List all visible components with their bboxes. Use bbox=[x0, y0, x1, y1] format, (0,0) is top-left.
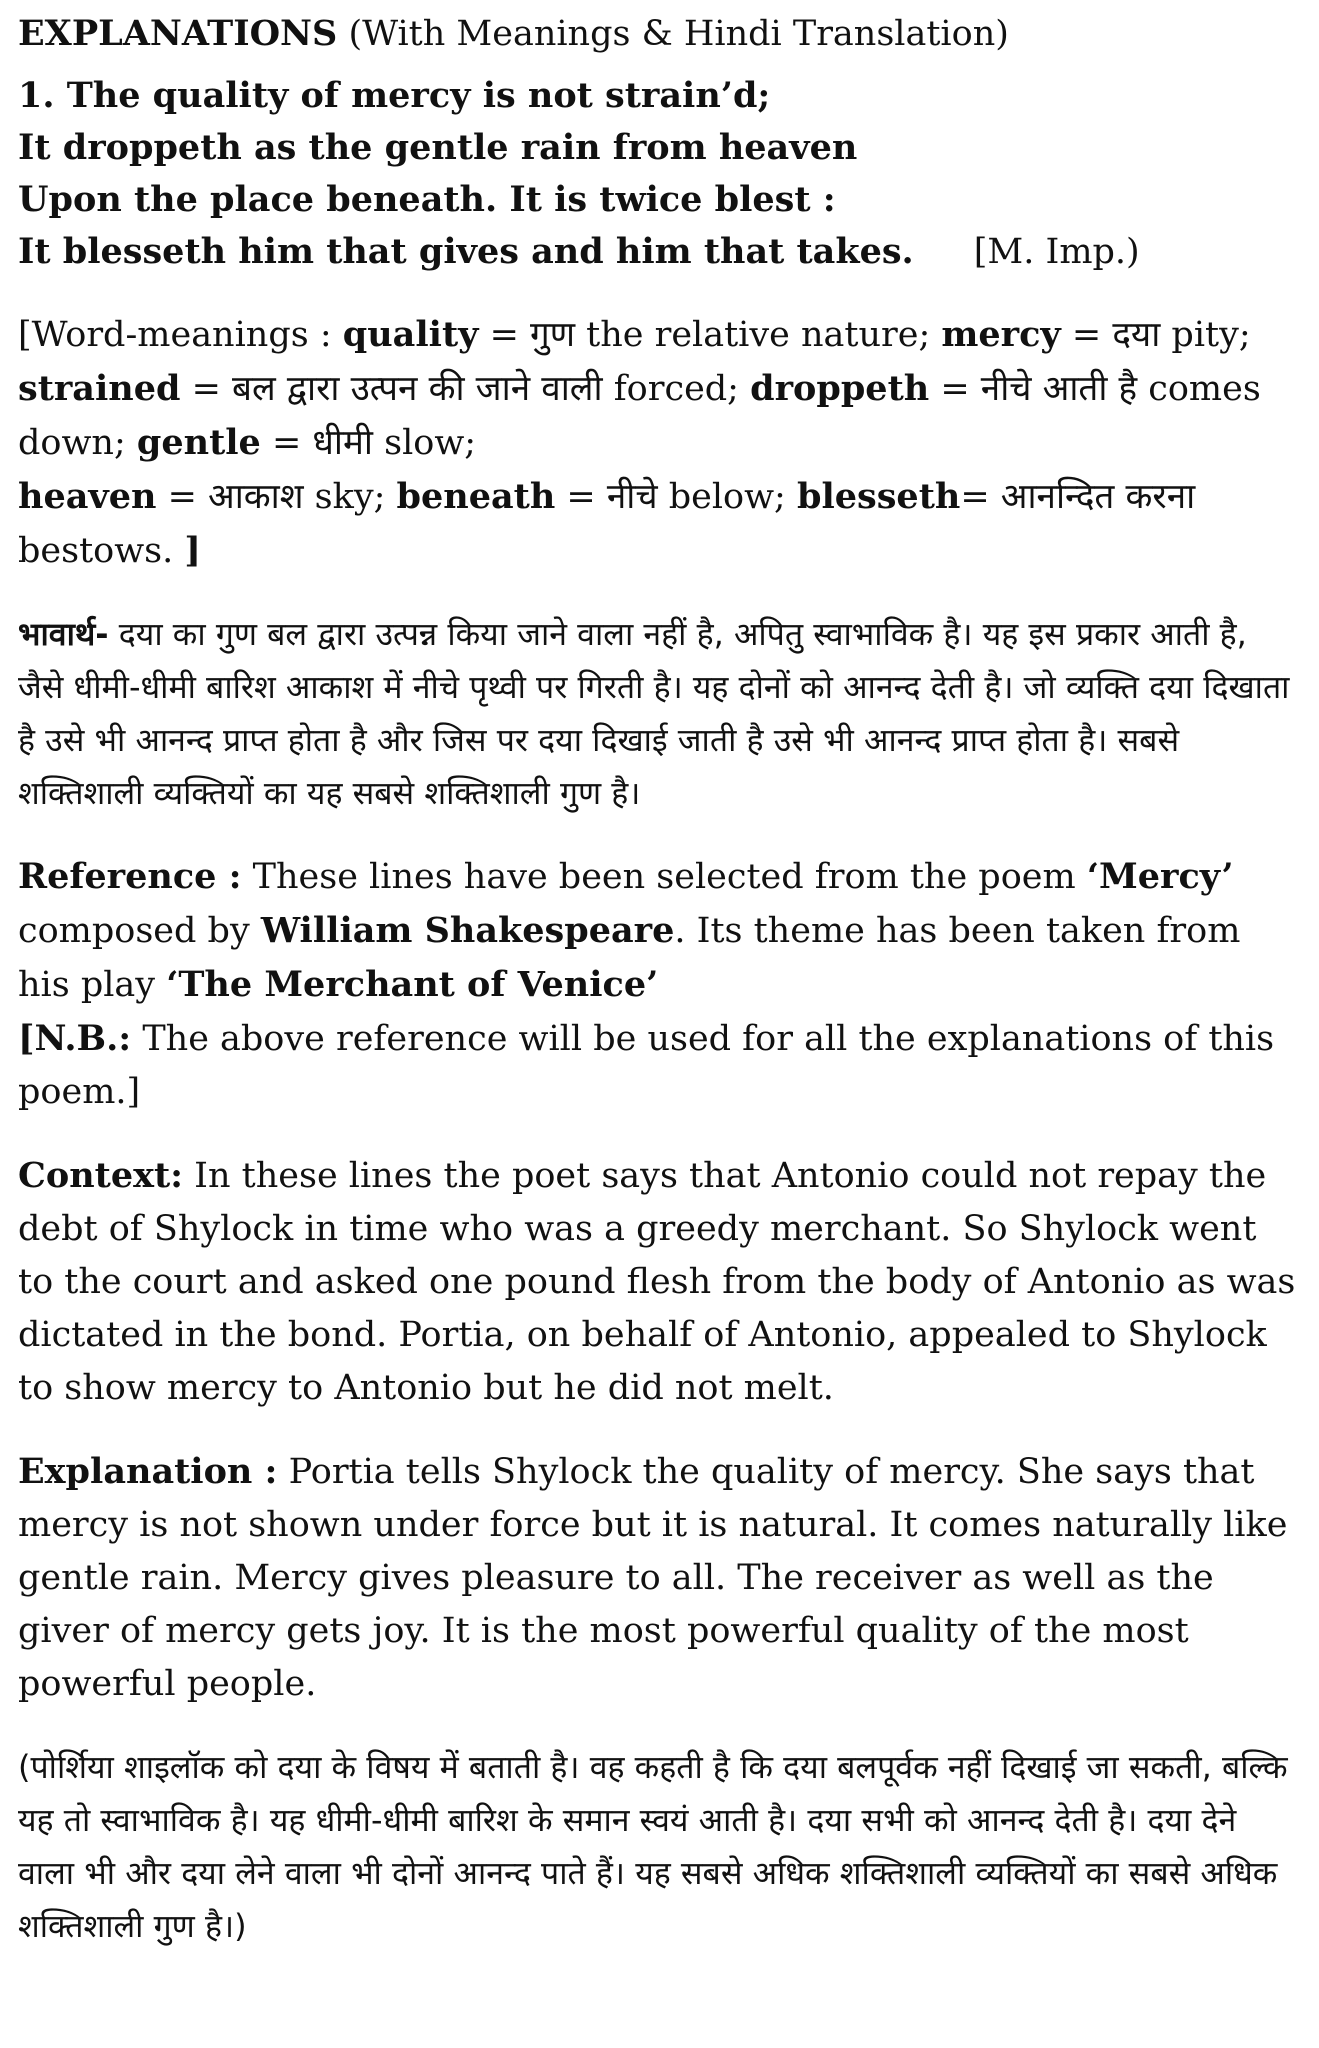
context-text: In these lines the poet says that Antonio could not repay the debt of Shylock in time who was a greedy merchant. So Shylock went to the court and asked one pound flesh from the body of Antonio as was dictated in the bond. Portia, on behalf of Antonio, appealed to Shylock to show mercy to Antonio but he did not melt. bbox=[18, 1156, 1296, 1408]
reference-author: William Shakespeare bbox=[260, 910, 675, 951]
bhavarth-paragraph bbox=[18, 608, 1301, 820]
word-meanings-open: [Word-meanings : bbox=[18, 315, 343, 355]
poem-line-4 bbox=[18, 226, 1301, 278]
reference-poem-name: ‘Mercy’ bbox=[1086, 856, 1234, 897]
word-meanings bbox=[18, 308, 1301, 578]
meaning-mercy: = दया pity; bbox=[1060, 315, 1251, 355]
context-label: Context: bbox=[18, 1155, 184, 1196]
word-beneath: beneath bbox=[396, 476, 556, 517]
meaning-heaven: = आकाश sky; bbox=[156, 477, 397, 517]
explanation-paragraph bbox=[18, 1445, 1301, 1711]
poem-line-4-text: It blesseth him that gives and him that takes. bbox=[18, 231, 914, 272]
explanation-label: Explanation : bbox=[18, 1451, 278, 1492]
meaning-droppeth: = नीचे आती है comes down; bbox=[18, 369, 1261, 463]
hindi-translation: (पोर्शिया शाइलॉक को दया के विषय में बताती है। वह कहती है कि दया बलपूर्वक नहीं दिखाई जा सकती, बल्कि यह तो स्वाभाविक है। यह धीमी-धीमी बारिश के समान स्वयं आती है। दया सभी को आनन्द देती है। दया देने वाला भी और दया लेने वाला भी दोनों आनन्द पाते हैं। यह सबसे अधिक शक्तिशाली व्यक्तियों का सबसे अधिक शक्तिशाली गुण है।) bbox=[18, 1748, 1288, 1945]
bhavarth-label: भावार्थ- bbox=[18, 615, 109, 653]
reference-text-3: . Its theme has been taken from his play bbox=[18, 911, 1241, 1005]
word-strained: strained bbox=[18, 368, 181, 409]
poem-stanza bbox=[18, 70, 1301, 278]
nb-text: The above reference will be used for all the explanations of this poem.] bbox=[18, 1019, 1275, 1112]
nb-label: [N.B.: bbox=[18, 1018, 132, 1059]
word-gentle: gentle bbox=[136, 422, 261, 463]
importance-tag: [M. Imp.) bbox=[973, 232, 1140, 272]
section-heading bbox=[18, 8, 1301, 60]
meaning-blesseth: = आनन्दित करना bestows. bbox=[18, 477, 1196, 571]
word-meanings-close: ] bbox=[184, 530, 201, 571]
reference-play: ‘The Merchant of Venice’ bbox=[166, 964, 659, 1005]
word-heaven: heaven bbox=[18, 476, 157, 517]
word-mercy: mercy bbox=[941, 314, 1061, 355]
poem-line-2: It droppeth as the gentle rain from heaven bbox=[18, 127, 858, 168]
word-droppeth: droppeth bbox=[750, 368, 930, 409]
word-blesseth: blesseth bbox=[796, 476, 961, 517]
heading-title: EXPLANATIONS bbox=[18, 13, 338, 54]
word-quality: quality bbox=[342, 314, 479, 355]
meaning-beneath: = नीचे below; bbox=[555, 477, 797, 517]
poem-line-3: Upon the place beneath. It is twice blest : bbox=[18, 179, 836, 220]
context-paragraph bbox=[18, 1149, 1301, 1415]
reference-paragraph bbox=[18, 850, 1301, 1119]
reference-text-1: These lines have been selected from the poem bbox=[241, 857, 1087, 897]
explanation-text: Portia tells Shylock the quality of mercy. She says that mercy is not shown under force but it is natural. It comes naturally like gentle rain. Mercy gives pleasure to all. The receiver as well as the giver of mercy gets joy. It is the most powerful quality of the most powerful people. bbox=[18, 1452, 1288, 1704]
reference-text-2: composed by bbox=[18, 911, 261, 951]
bhavarth-text: दया का गुण बल द्वारा उत्पन्न किया जाने वाला नहीं है, अपितु स्वाभाविक है। यह इस प्रकार आती है, जैसे धीमी-धीमी बारिश आकाश में नीचे पृथ्वी पर गिरती है। यह दोनों को आनन्द देती है। जो व्यक्ति दया दिखाता है उसे भी आनन्द प्राप्त होता है और जिस पर दया दिखाई जाती है उसे भी आनन्द प्राप्त होता है। सबसे शक्तिशाली व्यक्तियों का यह सबसे शक्तिशाली गुण है। bbox=[18, 615, 1290, 812]
meaning-gentle: = धीमी slow; bbox=[260, 423, 477, 463]
heading-subtitle: (With Meanings & Hindi Translation) bbox=[348, 14, 1009, 54]
meaning-quality: = गुण the relative nature; bbox=[478, 315, 942, 355]
meaning-strained: = बल द्वारा उत्पन की जाने वाली forced; bbox=[180, 369, 751, 409]
reference-label: Reference : bbox=[18, 856, 242, 897]
poem-line-1: 1. The quality of mercy is not strain’d; bbox=[18, 75, 771, 116]
